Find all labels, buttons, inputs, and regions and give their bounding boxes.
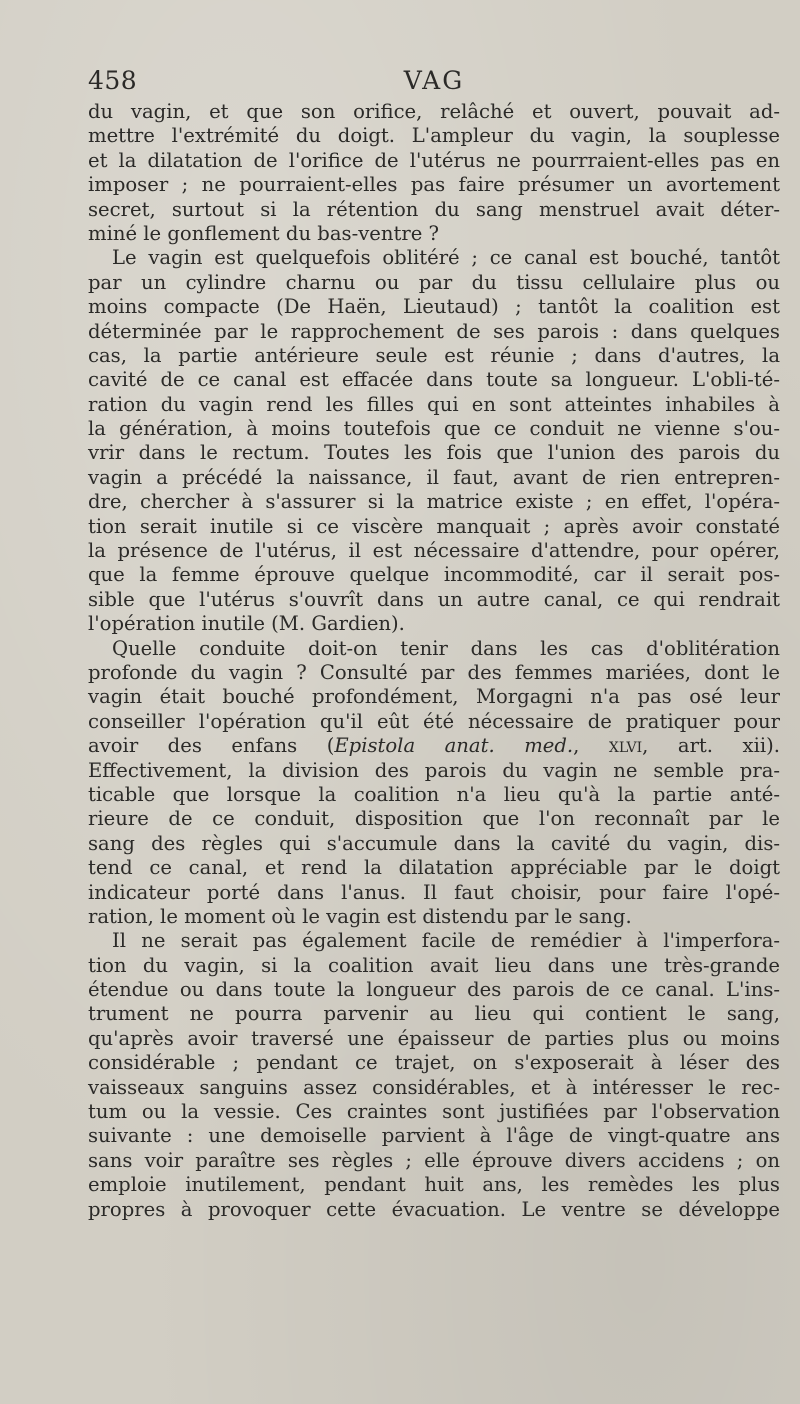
text-line: profonde du vagin ? Consulté par des femmes mariées, dont le	[88, 660, 780, 684]
text-line: la génération, à moins toutefois que ce conduit ne vienne s'ou-	[88, 417, 780, 441]
text-line: trument ne pourra parvenir au lieu qui contient le sang,	[88, 1002, 780, 1026]
text-line: tion du vagin, si la coalition avait lieu dans une très-grande	[88, 953, 780, 977]
text-line: la présence de l'utérus, il est nécessaire d'attendre, pour opérer,	[88, 539, 780, 563]
text-line: rieure de ce conduit, disposition que l'on reconnaît par le	[88, 807, 780, 831]
text-line: suivante : une demoiselle parvient à l'âge de vingt-quatre ans	[88, 1124, 780, 1148]
page-number: 458	[88, 66, 138, 95]
text-line: vagin était bouché profondément, Morgagni n'a pas osé leur	[88, 685, 780, 709]
text-line: sans voir paraître ses règles ; elle éprouve divers accidens ; on	[88, 1148, 780, 1172]
text-line: déterminée par le rapprochement de ses parois : dans quelques	[88, 319, 780, 343]
text-line: ration, le moment où le vagin est distendu par le sang.	[88, 904, 632, 928]
text-line: moins compacte (De Haën, Lieutaud) ; tantôt la coalition est	[88, 295, 780, 319]
text-line: qu'après avoir traversé une épaisseur de parties plus ou moins	[88, 1026, 780, 1050]
text-line: sang des règles qui s'accumule dans la cavité du vagin, dis-	[88, 831, 780, 855]
body-text	[88, 100, 780, 1222]
text-line: tend ce canal, et rend la dilatation appréciable par le doigt	[88, 856, 780, 880]
text-line: imposer ; ne pourraient-elles pas faire présumer un avortement	[88, 173, 780, 197]
running-head: VAG	[403, 66, 465, 95]
text-line: conseiller l'opération qu'il eût été nécessaire de pratiquer pour	[88, 709, 780, 733]
text-line: dre, chercher à s'assurer si la matrice existe ; en effet, l'opéra-	[88, 490, 780, 514]
text-line: vaisseaux sanguins assez considérables, et à intéresser le rec-	[88, 1075, 780, 1099]
text-line: tum ou la vessie. Ces craintes sont justifiées par l'observation	[88, 1100, 780, 1124]
text-line: Le vagin est quelquefois oblitéré ; ce canal est bouché, tantôt	[112, 246, 780, 270]
text-line: propres à provoquer cette évacuation. Le ventre se développe	[88, 1197, 780, 1221]
text-line: cas, la partie antérieure seule est réunie ; dans d'autres, la	[88, 343, 780, 367]
text-line: Quelle conduite doit-on tenir dans les cas d'oblitération	[112, 636, 780, 660]
text-line: mettre l'extrémité du doigt. L'ampleur du vagin, la souplesse	[88, 124, 780, 148]
text-line: emploie inutilement, pendant huit ans, les remèdes les plus	[88, 1173, 780, 1197]
page-header	[88, 66, 780, 100]
text-line: ration du vagin rend les filles qui en sont atteintes inhabiles à	[88, 392, 780, 416]
text-line: considérable ; pendant ce trajet, on s'exposerait à léser des	[88, 1051, 780, 1075]
text-line: miné le gonflement du bas-ventre ?	[88, 221, 440, 245]
text-line: vrir dans le rectum. Toutes les fois que l'union des parois du	[88, 441, 780, 465]
text-line: par un cylindre charnu ou par du tissu cellulaire plus ou	[88, 270, 780, 294]
text-line: Il ne serait pas également facile de remédier à l'imperfora-	[112, 929, 780, 953]
text-line: ticable que lorsque la coalition n'a lieu qu'à la partie anté-	[88, 782, 780, 806]
text-line: que la femme éprouve quelque incommodité, car il serait pos-	[88, 563, 780, 587]
text-line: étendue ou dans toute la longueur des parois de ce canal. L'ins-	[88, 978, 780, 1002]
text-line: Effectivement, la division des parois du vagin ne semble pra-	[88, 758, 780, 782]
text-line: cavité de ce canal est effacée dans toute sa longueur. L'obli-té-	[88, 368, 780, 392]
text-line: vagin a précédé la naissance, il faut, avant de rien entrepren-	[88, 465, 780, 489]
text-line: secret, surtout si la rétention du sang menstruel avait déter-	[88, 197, 780, 221]
text-line: l'opération inutile (M. Gardien).	[88, 612, 405, 636]
text-line: avoir des enfans (Epistola anat. med., xlvi, art. xii).	[88, 734, 780, 758]
text-line: et la dilatation de l'orifice de l'utérus ne pourrraient-elles pas en	[88, 148, 780, 172]
text-line: du vagin, et que son orifice, relâché et ouvert, pouvait ad-	[88, 100, 780, 123]
text-line: sible que l'utérus s'ouvrît dans un autre canal, ce qui rendrait	[88, 587, 780, 611]
text-line: indicateur porté dans l'anus. Il faut choisir, pour faire l'opé-	[88, 880, 780, 904]
text-line: tion serait inutile si ce viscère manquait ; après avoir constaté	[88, 514, 780, 538]
